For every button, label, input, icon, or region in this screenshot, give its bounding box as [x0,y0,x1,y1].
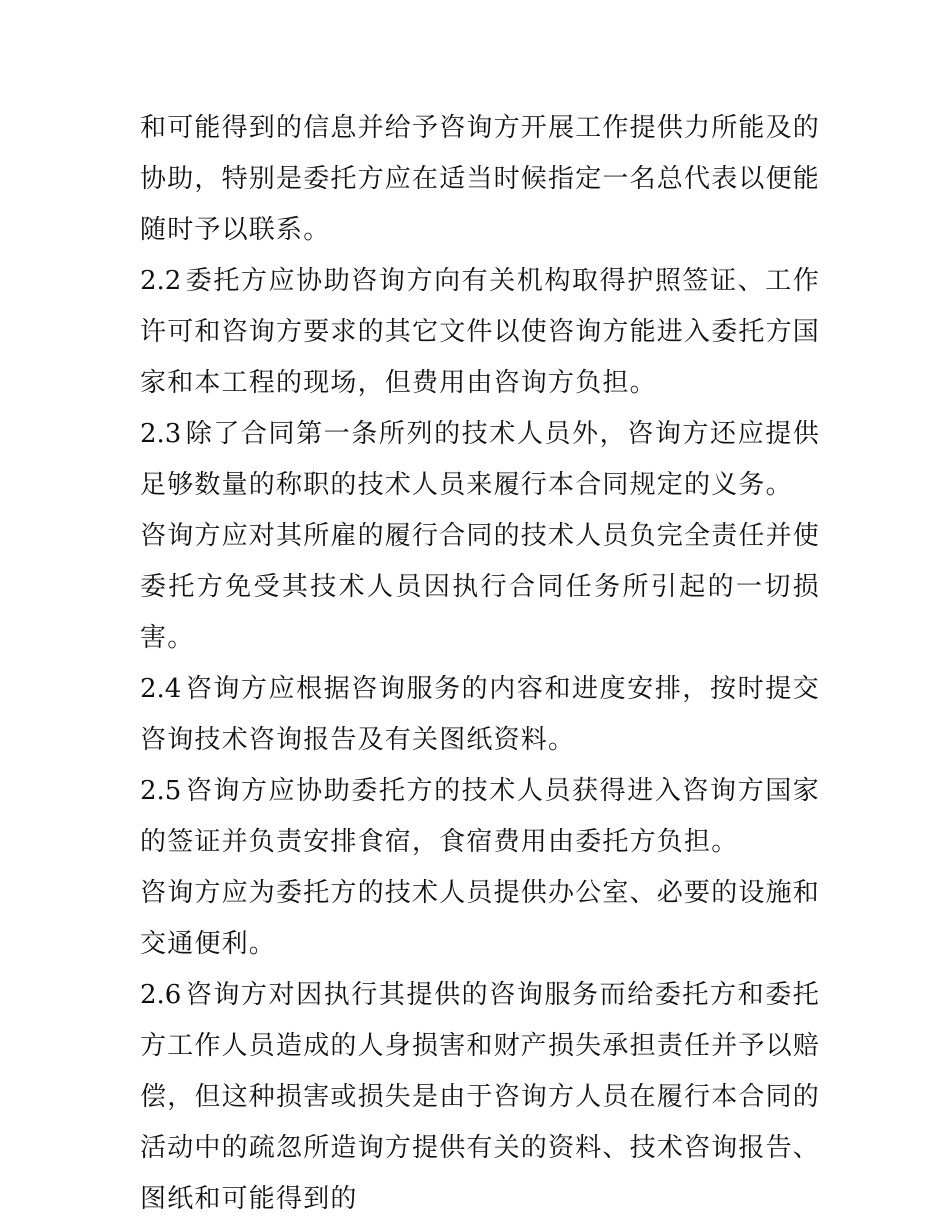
paragraph-text: 咨询方应为委托方的技术人员提供办公室、必要的设施和交通便利。 [140,878,821,959]
paragraph-text: 和可能得到的信息并给予咨询方开展工作提供力所能及的协助，特别是委托方应在适当时候指定一名总代表以便能随时予以联系。 [140,113,821,245]
clause-2-2 [140,256,820,409]
clause-number: 2.3 [140,419,182,449]
paragraph-text: 咨询方对因执行其提供的咨询服务而给委托方和委托方工作人员造成的人身损害和财产损失承担责任并予以赔偿，但这种损害或损失是由于咨询方人员在履行本合同的活动中的疏忽所造询方提供有关的资料、技术咨询报告、图纸和可能得到的 [140,980,821,1214]
clause-2-6 [140,970,820,1225]
paragraph-text: 委托方应协助咨询方向有关机构取得护照签证、工作许可和咨询方要求的其它文件以使咨询方能进入委托方国家和本工程的现场，但费用由咨询方负担。 [140,266,821,398]
paragraph-text: 咨询方应对其所雇的履行合同的技术人员负完全责任并使委托方免受其技术人员因执行合同任务所引起的一切损害。 [140,521,821,653]
paragraph-text: 咨询方应根据咨询服务的内容和进度安排，按时提交咨询技术咨询报告及有关图纸资料。 [140,674,820,755]
clause-number: 2.5 [140,776,182,806]
clause-2-5 [140,766,820,868]
document-body [140,103,820,1225]
paragraph-text: 咨询方应协助委托方的技术人员获得进入咨询方国家的签证并负责安排食宿，食宿费用由委托方负担。 [140,776,820,857]
paragraph-text: 除了合同第一条所列的技术人员外，咨询方还应提供足够数量的称职的技术人员来履行本合同规定的义务。 [140,419,820,500]
clause-2-3 [140,409,820,511]
clause-2-4 [140,664,820,766]
paragraph-continuation-1 [140,103,820,256]
clause-2-5-continuation [140,868,820,970]
clause-2-3-continuation [140,511,820,664]
clause-number: 2.6 [140,980,182,1010]
clause-number: 2.2 [140,266,182,296]
clause-number: 2.4 [140,674,182,704]
